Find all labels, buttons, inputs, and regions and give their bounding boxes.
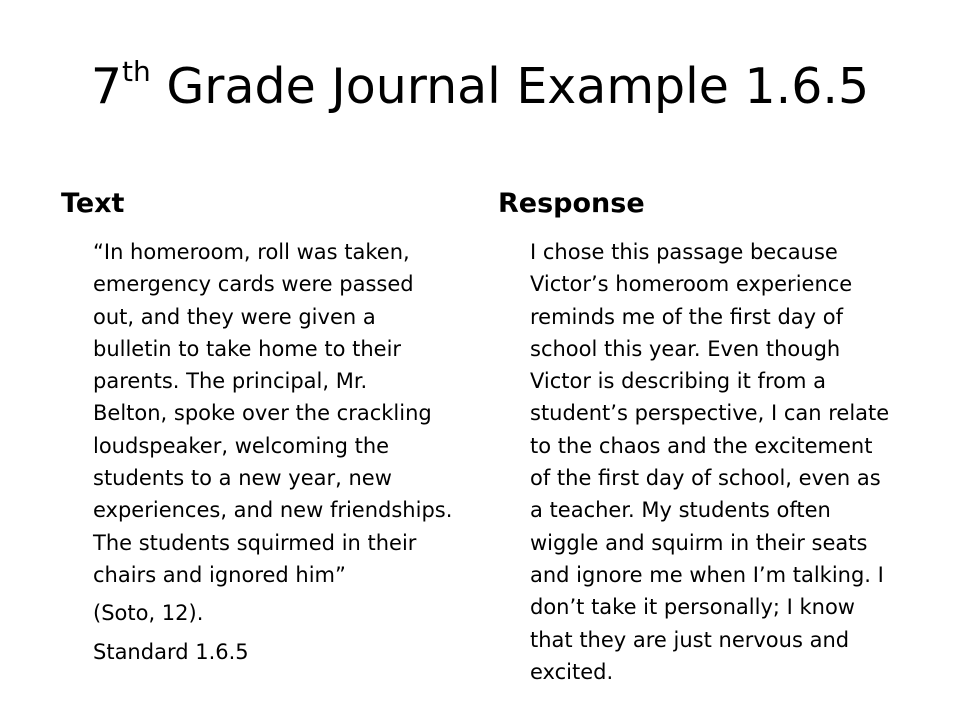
quote-line: loudspeaker, welcoming the (93, 433, 390, 458)
standard-label: Standard 1.6.5 (93, 639, 249, 664)
quote-line: bulletin to take home to their (93, 336, 402, 361)
response-line: Victor is describing it from a (530, 369, 826, 394)
slide-title-number: 7 (90, 58, 123, 115)
response-line: school this year. Even though (530, 336, 841, 361)
quote-line: “In homeroom, roll was taken, (93, 240, 410, 264)
response-line: of the first day of school, even as (530, 466, 881, 491)
response-line: excited. (530, 659, 614, 684)
citation: (Soto, 12). (93, 601, 204, 626)
quote-line: experiences, and new friendships. (93, 498, 453, 523)
response-line: a teacher. My students often (530, 498, 831, 523)
quote-line: The students squirmed in their (93, 530, 417, 555)
response-line: student’s perspective, I can relate (530, 401, 890, 426)
response-line: to the chaos and the excitement (530, 433, 873, 458)
quote-line: Belton, spoke over the crackling (93, 401, 432, 426)
response-line: Victor’s homeroom experience (530, 272, 853, 297)
quote-line: emergency cards were passed (93, 272, 414, 297)
text-column-body (93, 236, 452, 668)
slide-title-rest: Grade Journal Example 1.6.5 (150, 58, 870, 115)
response-line: wiggle and squirm in their seats (530, 530, 868, 555)
slide-title-superscript: th (122, 55, 151, 88)
response-column-heading: Response (498, 188, 645, 219)
response-column-body (530, 236, 889, 688)
quote-line: parents. The principal, Mr. (93, 369, 368, 394)
response-line: reminds me of the first day of (530, 304, 844, 329)
response-line: don’t take it personally; I know (530, 595, 855, 620)
response-line: and ignore me when I’m talking. I (530, 562, 884, 587)
quote-line: chairs and ignored him” (93, 562, 346, 587)
response-line: that they are just nervous and (530, 627, 850, 652)
quote-line: out, and they were given a (93, 304, 376, 329)
text-column-heading: Text (61, 188, 125, 219)
quote-line: students to a new year, new (93, 466, 392, 491)
response-line: I chose this passage because (530, 240, 838, 264)
slide-title (0, 55, 960, 117)
